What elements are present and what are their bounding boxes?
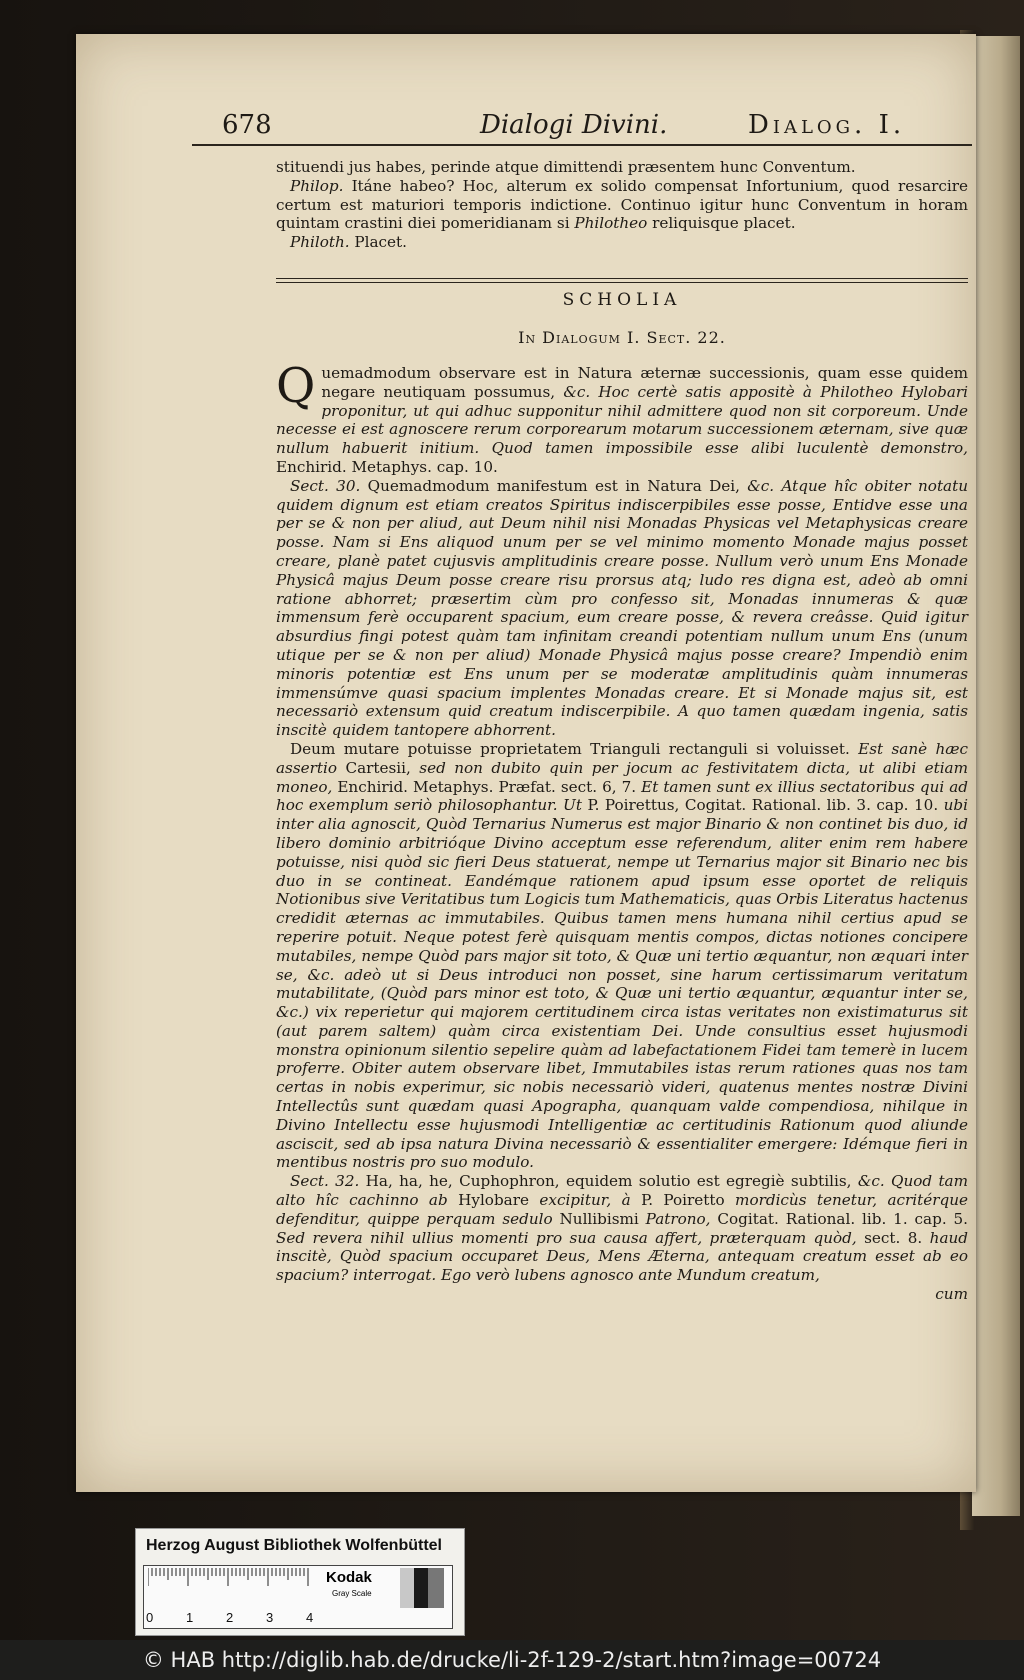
section-rule <box>276 278 968 283</box>
scholia-subheading: In Dialogum I. Sect. 22. <box>518 328 726 347</box>
header-rule <box>192 144 972 146</box>
text-italic: mordicùs tenetur, acritérque defenditur, quippe perquam sedulo <box>276 1191 969 1228</box>
speaker: Philop. <box>290 176 344 195</box>
ruler-number: 0 <box>146 1610 154 1625</box>
scholia-heading: SCHOLIA <box>562 290 682 310</box>
speech-text: Itáne habeo? Hoc, alterum ex solido compensat Infortunium, quod resarcire certum est maturiori temporis indictione. Continuo igitur hunc Conventum in horam quintam crastini diei pomeridianam si <box>276 176 968 233</box>
text-reference: Cogitat. Rational. lib. 1. cap. 5. <box>717 1209 969 1228</box>
catchword: cum <box>935 1285 968 1304</box>
scale-ruler <box>143 1565 453 1629</box>
paragraph <box>276 358 969 477</box>
ruler-ticks <box>148 1568 318 1588</box>
dialog-label: Dialog. I. <box>748 110 906 140</box>
text-italic: &c. Atque hîc obiter notatu quidem dignum est etiam creatos Spiritus indiscerpibiles esse posse, Entidve esse una per se & non per aliud, aut Deum nihil nisi Monadas Physicas vel Metaphysicas creare posse. Nam si Ens aliquod unum per se vel minimo momento Monade majus posset creare, planè patet cujusvis amplitudinis creare posse. Nullum verò unum Ens Monade Physicâ majus Deum posse creare risu prorsus atq; ludo res digna est, adeò ab omni ratione abhorret; præsertim cùm pro confesso sit, Monadas innumeras & quæ immensum ferè occuparent spacium, eum creare posse, & revera creâsse. Quid igitur absurdius fingi potest quàm tam infinitam creandi potentiam nullum unum Ens (unum utique per se & non per aliud) Monade Physicâ majus posse creare? Impendiò enim minoris potentiæ est Ens unum per se moderatæ amplitudinis quàm innumeras immensúmve quasi spacium implentes Monadas creare. Et si Monade majus sit, est necessariò extensum quid creatum indiscerpibile. A quo tamen quædam ingenia, satis inscitè quidem tantopere abhorrent. <box>276 476 968 740</box>
text-roman: Deum mutare potuisse proprietatem Trianguli rectanguli si voluisset. <box>290 739 850 758</box>
dialog-text-end <box>276 158 968 252</box>
text-line: stituendi jus habes, perinde atque dimittendi præsentem hunc Conventum. <box>276 158 856 176</box>
library-name: Herzog August Bibliothek Wolfenbüttel <box>146 1537 442 1554</box>
section-ref: Sect. 32. <box>290 1172 360 1191</box>
speech-philoth <box>276 233 968 252</box>
text-italic: sed non dubito quin per jocum ac festivitatem dicta, ut alibi etiam moneo, <box>276 758 969 796</box>
text-italic: Sed revera nihil ullius momenti pro sua causa affert, præterquam quòd, <box>276 1228 857 1247</box>
text-reference: sect. 8. <box>864 1228 923 1247</box>
paragraph <box>276 1172 968 1285</box>
text-reference: P. Poirettus, Cogitat. Rational. lib. 3. cap. 10. <box>587 796 939 815</box>
text-italic: haud inscitè, Quòd spacium occuparet Deus, Mens Æterna, antequam creatum esset ab eo spacium? interrogat. Ego verò lubens agnosco ante Mundum creatum, <box>276 1228 969 1285</box>
text-italic: &c. Quod tam alto hîc cachinno ab <box>276 1172 968 1210</box>
facing-page-edge <box>972 36 1020 1516</box>
running-title: Dialogi Divini. <box>480 110 668 140</box>
ruler-number: 2 <box>226 1610 234 1625</box>
text-italic: &c. Hoc certè satis appositè à Philotheo Hylobari proponitur, ut qui adhuc supponitur nihil admittere quod non sit corporeum. Unde necesse ei est agnoscere rerum corporearum motarum successionem æternam, sive quæ nullum habuerit initium. Quod tamen impossibile esse alibi luculentè demonstro, <box>276 382 969 458</box>
text-roman: P. Poiretto <box>641 1191 725 1210</box>
text-roman: Quemadmodum manifestum est in Natura Dei, <box>367 476 740 495</box>
kodak-brand: Kodak <box>326 1569 372 1586</box>
speech-philop <box>276 177 968 233</box>
text-reference: Enchirid. Metaphys. cap. 10. <box>276 457 498 476</box>
text-roman: uemadmodum observare est in Natura æternæ successionis, quam esse quidem negare neutiquam possumus, <box>321 364 968 401</box>
gray-scale-label: Gray Scale <box>332 1589 372 1598</box>
section-ref: Sect. 30. <box>290 476 361 495</box>
gray-scale-swatches <box>400 1568 448 1608</box>
ruler-number: 3 <box>266 1610 274 1625</box>
speech-name: Philotheo <box>574 214 648 233</box>
drop-cap: Q <box>276 358 316 414</box>
ruler-number: 1 <box>186 1610 194 1625</box>
copyright-footer: © HAB http://diglib.hab.de/drucke/li-2f-129-2/start.htm?image=00724 <box>0 1640 1024 1680</box>
text-italic: ubi inter alia agnoscit, Quòd Ternarius Numerus est major Binario & non continet bis duo, id libero dominio arbitrióque Divino acceptum esse referendum, aliter enim rem habere potuisse, nisi quòd sic fieri Deus statuerat, nempe ut Ternarius major sit Binario nec bis duo in se contineat. Eandémque rationem apud ipsum esse oportet de reliquis Notionibus sive Veritatibus tum Logicis tum Mathematicis, quas Orbis Literatus hactenus credidit æternas ac immutabiles. Quibus tamen mens humana nihil certius apud se reperire potuit. Neque potest ferè quisquam mentis compos, dictas notiones concipere mutabiles, nempe Quòd pars major sit toto, & Quæ uni tertio æquantur, non æquari inter se, &c. adeò ut si Deus introduci non posset, sine harum certissimarum veritatum mutabilitate, (Quòd pars minor est toto, & Quæ uni tertio æquantur, æquantur inter se, &c.) vix reperietur qui majorem certitudinem circa istas veritates non existimaturus sit (aut parem saltem) quàm circa existentiam Dei. Unde consultius esset hujusmodi monstra opinionum silentio sepelire quàm ad labefactationem Fidei tam temerè in lucem proferre. Obiter autem observare libet, Immutabiles istas rerum rationes quas nos tam certas in nobis experimur, sic nobis necessariò videri, quatenus mentes nostræ Divini Intellectûs sunt quædam quasi Apographa, quanquam valde compendiosa, nihilque in Divino Intellectu esse hujusmodi Intelligentiæ ac certitudinis Rationum quod aliunde asciscit, sed ab ipsa natura Divina necessariò & essentialiter emergere: Idémque fieri in mentibus nostris pro suo modulo. <box>276 796 969 1172</box>
library-color-card <box>135 1528 465 1636</box>
text-roman: Nullibismi <box>559 1209 639 1228</box>
text-roman: Hylobare <box>458 1191 529 1210</box>
text-roman: Ha, ha, he, Cuphophron, equidem solutio est egregiè subtilis, <box>365 1172 852 1191</box>
speech-end: reliquisque placet. <box>652 214 796 233</box>
speaker: Philoth. <box>290 233 350 252</box>
page-number: 678 <box>222 110 272 140</box>
book-page <box>76 34 976 1492</box>
text-italic: Patrono, <box>645 1209 711 1228</box>
speech-text: Placet. <box>354 233 407 252</box>
kodak-label <box>322 1568 394 1608</box>
scholia-body <box>276 358 969 1304</box>
paragraph <box>276 477 968 740</box>
paragraph <box>276 740 968 1172</box>
text-italic: Et tamen sunt ex illius sectatoribus qui ad hoc exemplum seriò philosophantur. Ut <box>276 777 969 815</box>
text-italic: excipitur, à <box>539 1191 631 1210</box>
text-roman: Cartesii, <box>345 758 411 777</box>
ruler-number: 4 <box>306 1610 314 1625</box>
text-reference: Enchirid. Metaphys. Præfat. sect. 6, 7. <box>337 777 637 796</box>
text-italic: Est sanè hæc assertio <box>276 739 969 777</box>
